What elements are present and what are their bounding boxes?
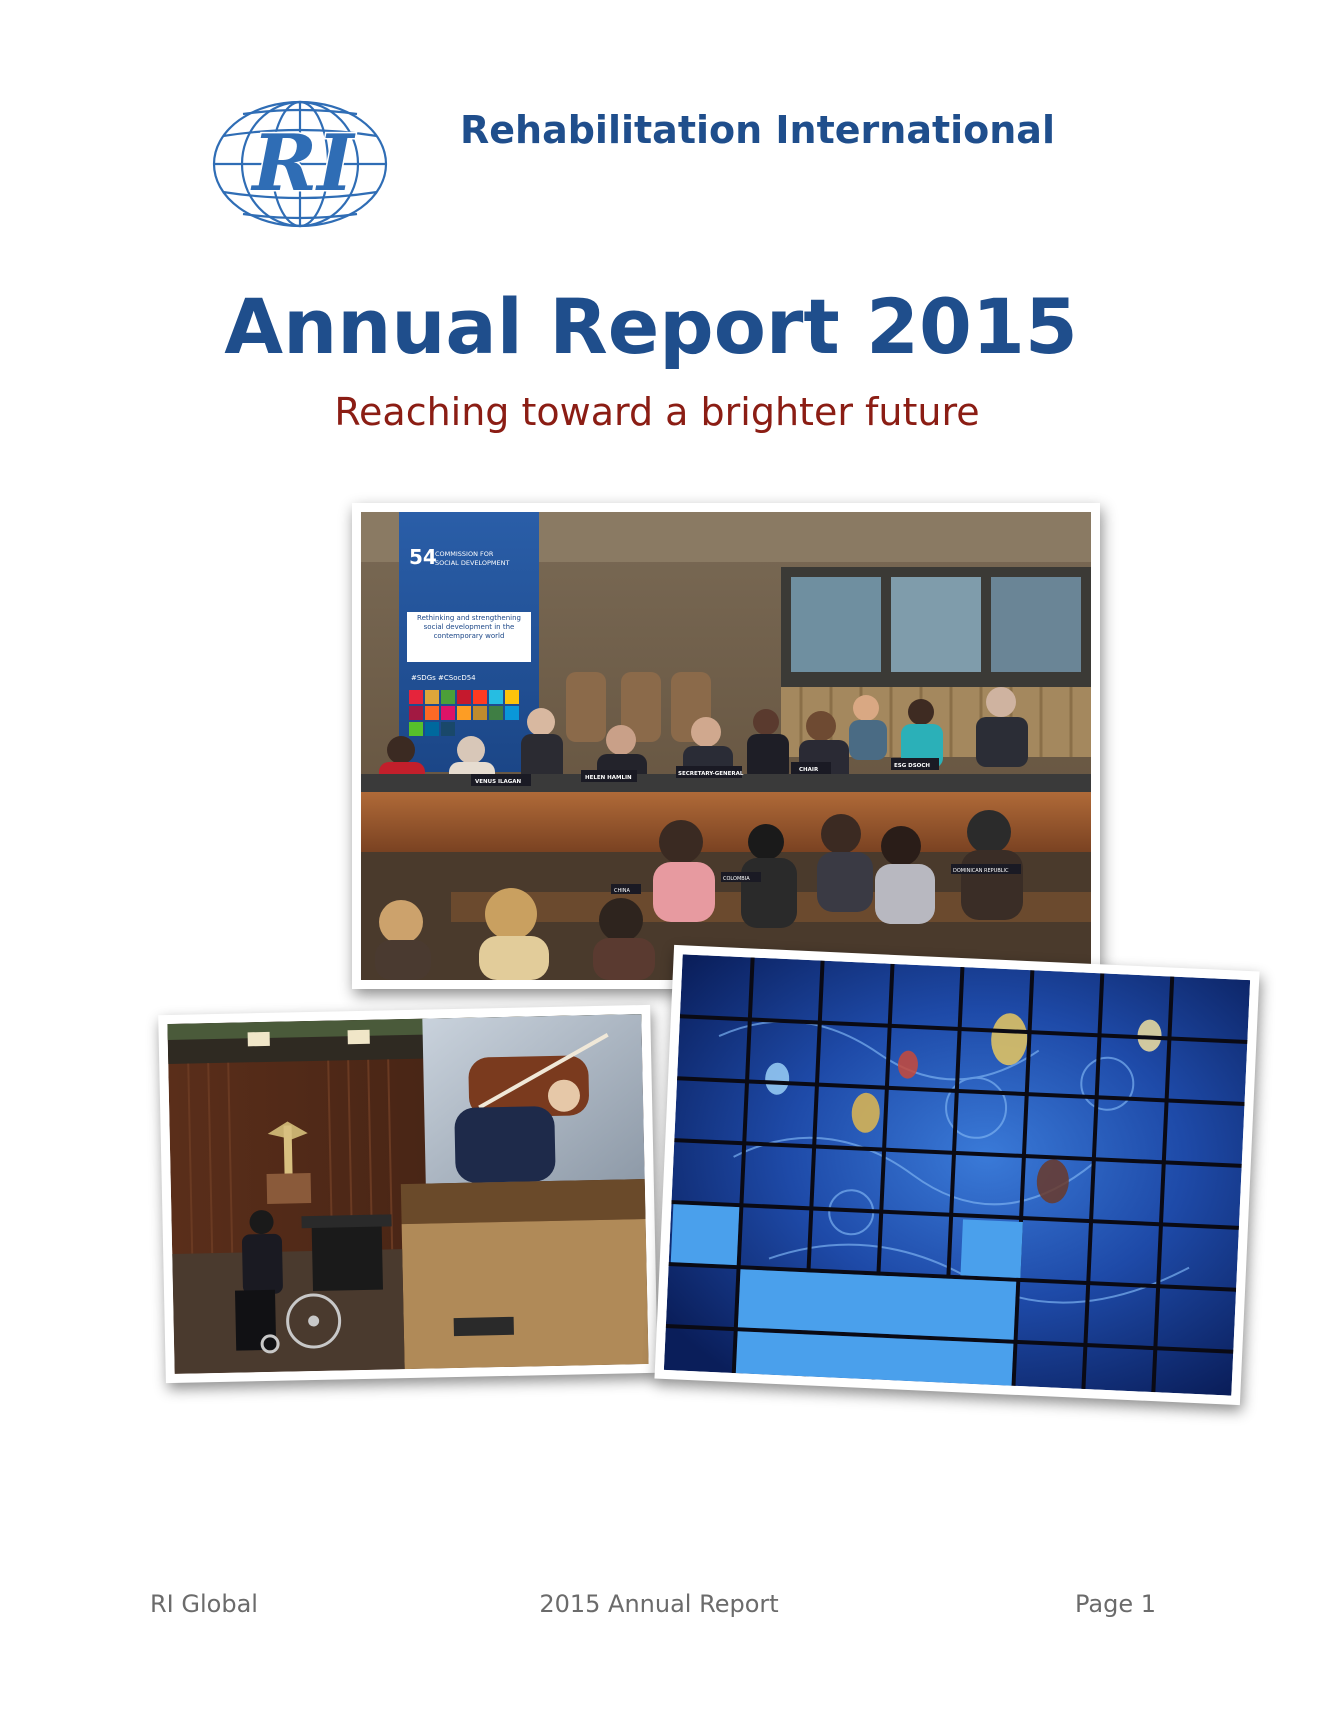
desk-plate: CHINA (614, 888, 630, 894)
concert-hall-image (167, 1014, 648, 1374)
nameplate: CHAIR (799, 767, 819, 773)
banner-line1: COMMISSION FOR (435, 550, 494, 558)
footer-organization: RI Global (150, 1590, 258, 1618)
event-banner (399, 512, 539, 772)
banner-hashtags: #SDGs #CSocD54 (411, 674, 476, 682)
projection-screen (422, 1014, 644, 1184)
banner-line2: SOCIAL DEVELOPMENT (435, 559, 510, 567)
desk-plate: DOMINICAN REPUBLIC (953, 868, 1009, 874)
nameplate: VENUS ILAGAN (475, 779, 522, 785)
report-subtitle: Reaching toward a brighter future (334, 390, 980, 434)
nameplate: SECRETARY-GENERAL (678, 771, 744, 777)
photo-stained-glass (654, 945, 1259, 1405)
stained-glass-image (664, 954, 1250, 1395)
nameplate: HELEN HAMLIN (585, 775, 632, 781)
commission-panel-image (361, 512, 1091, 980)
banner-number: 54 (409, 545, 437, 569)
photo-concert-hall (158, 1005, 658, 1383)
ri-logo (205, 94, 395, 234)
desk-plate: COLOMBIA (723, 876, 750, 882)
footer-page-number: Page 1 (1075, 1590, 1156, 1618)
organization-name: Rehabilitation International (460, 108, 1055, 152)
logo-letters: RI (252, 118, 354, 209)
photo-commission-panel (352, 503, 1100, 989)
nameplate: ESG DSOCH (894, 763, 930, 769)
footer-report-name: 2015 Annual Report (539, 1590, 779, 1618)
globe-logo-icon (205, 94, 395, 234)
report-title: Annual Report 2015 (224, 282, 1078, 371)
banner-theme: Rethinking and strengthening social development in the contemporary world (417, 614, 521, 640)
